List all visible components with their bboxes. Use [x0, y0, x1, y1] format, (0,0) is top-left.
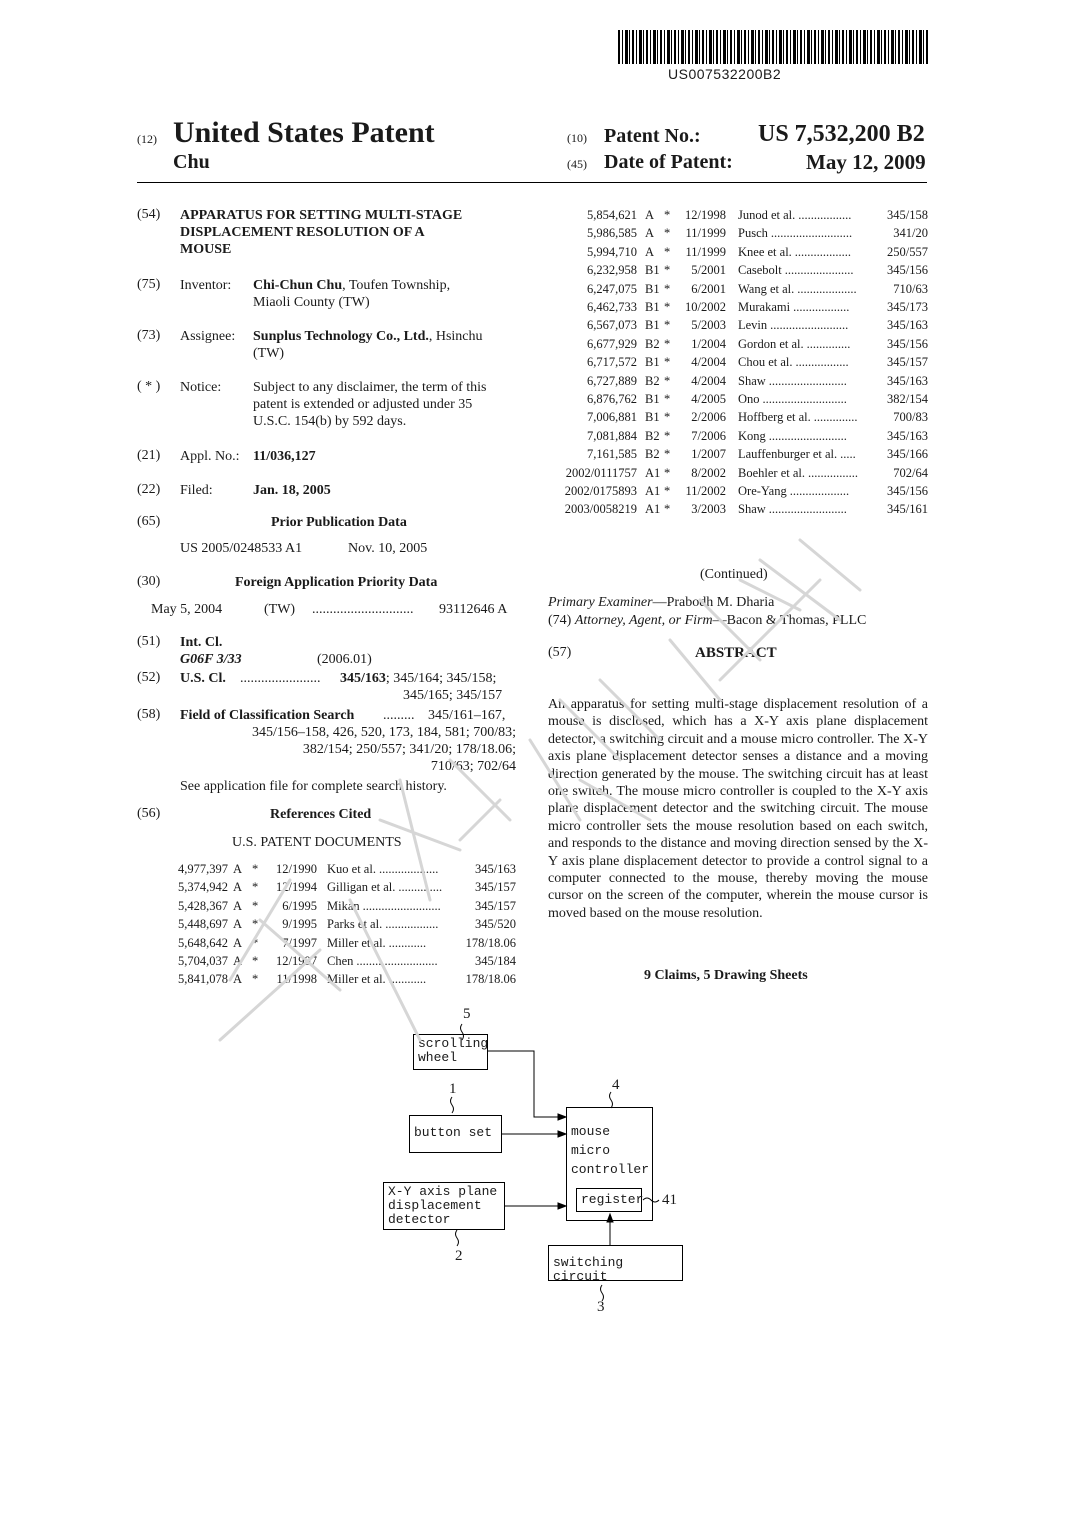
ref-number: 6,247,075: [587, 281, 637, 296]
ref-star: *: [252, 862, 259, 876]
ref-number: 7,161,585: [587, 447, 637, 462]
ref-kind: A: [645, 226, 655, 241]
box-label: controller: [571, 1162, 650, 1177]
ref-number: 7,081,884: [587, 428, 637, 443]
ref-date: 12/1990: [276, 862, 317, 876]
ref-kind: A: [645, 244, 655, 259]
field-line: 345/156–158, 426, 520, 173, 184, 581; 700/83;: [251, 725, 516, 740]
ref-class: 341/20: [893, 226, 928, 241]
xy-detector-number: 2: [455, 1248, 463, 1264]
ref-number: 5,704,037: [178, 954, 228, 968]
ref-name: Kuo et al.: [327, 862, 376, 876]
ref-dots: ..............: [813, 410, 858, 425]
ref-dots: .........................: [768, 502, 847, 517]
patent-no-label: Patent No.:: [604, 125, 701, 147]
examiner-name: —Prabodh M. Dharia: [652, 595, 775, 610]
ref-number: 7,006,881: [587, 410, 637, 425]
field-label: Field of Classification Search: [180, 708, 355, 723]
ref-kind: A1: [645, 502, 661, 517]
ref-name: Gordon et al.: [738, 336, 804, 351]
ref-kind: A: [233, 954, 243, 968]
ref-number: 6,717,572: [587, 355, 637, 370]
field-code: (58): [137, 707, 161, 722]
attorney-label: Attorney, Agent, or Firm: [574, 613, 713, 628]
ref-date: 1/2004: [691, 336, 726, 351]
box-label: wheel: [418, 1050, 458, 1065]
ref-class: 345/520: [475, 917, 516, 932]
arrow-button: [558, 1131, 566, 1137]
ref-star: *: [252, 917, 259, 932]
inventor-name: Chi-Chun Chu: [253, 278, 343, 293]
patent-date: May 12, 2009: [806, 150, 926, 174]
ref-class: 178/18.06: [465, 935, 516, 950]
ref-class: 700/83: [893, 410, 928, 425]
ref-star: *: [664, 244, 671, 259]
code-10: (10): [567, 131, 587, 145]
assignee-code: (73): [137, 328, 161, 343]
register-box: [576, 1188, 642, 1212]
ref-name: Kong: [738, 428, 766, 443]
field-first: 345/161–167,: [428, 708, 506, 723]
ref-star: *: [664, 263, 671, 278]
arrow-scroll: [558, 1114, 566, 1120]
ref-star: *: [664, 281, 671, 296]
ref-kind: A: [233, 880, 243, 895]
ref-star: *: [664, 428, 671, 443]
ref-kind: B1: [645, 410, 660, 425]
ref-class: 345/157: [475, 880, 516, 895]
ref-dots: ...................: [797, 281, 857, 296]
scrolling-wheel-box: [413, 1034, 488, 1070]
prior-code: (65): [137, 514, 161, 529]
ref-star: *: [252, 898, 259, 913]
switching-circuit-box: [548, 1245, 683, 1284]
uscl-main: 345/163: [340, 671, 386, 686]
intcl-year: (2006.01): [317, 652, 372, 667]
ref-kind: B2: [645, 428, 660, 443]
filed-label: Filed:: [180, 483, 213, 498]
ref-date: 6/1995: [282, 898, 317, 913]
notice-code: ( * ): [137, 379, 161, 394]
uscl-label: U.S. Cl.: [180, 671, 226, 686]
ref-star: *: [664, 410, 671, 425]
ref-kind: B2: [645, 447, 660, 462]
ref-number: 6,677,929: [587, 336, 637, 351]
ref-dots: ..................: [793, 300, 850, 314]
ref-star: *: [664, 502, 671, 517]
foreign-number: 93112646 A: [439, 602, 508, 617]
ref-date: 7/1997: [282, 935, 317, 950]
ref-date: 3/2003: [691, 502, 726, 517]
claims-summary: 9 Claims, 5 Drawing Sheets: [644, 968, 808, 983]
barcode-number: US007532200B2: [668, 66, 782, 82]
notice-line: patent is extended or adjusted under 35: [253, 397, 473, 412]
ref-date: 4/2004: [691, 373, 726, 388]
ref-star: *: [664, 447, 671, 462]
ref-name: Parks et al.: [327, 917, 383, 932]
ref-date: 4/2004: [691, 355, 726, 370]
leader-2: [456, 1230, 459, 1246]
ref-name: Knee et al.: [738, 244, 792, 259]
ref-date: 12/1997: [276, 954, 317, 968]
ref-number: 2002/0111757: [565, 465, 637, 480]
ref-star: *: [664, 336, 671, 351]
ref-star: *: [252, 954, 259, 968]
box-label: button set: [414, 1125, 493, 1140]
ref-class: 345/163: [887, 428, 928, 443]
attorney-code: (74): [548, 613, 572, 628]
ref-dots: .....: [840, 447, 856, 462]
ref-date: 8/2002: [691, 465, 726, 480]
ref-number: 5,994,710: [587, 244, 637, 259]
scroll-wheel-number: 5: [463, 1006, 471, 1022]
line-scroll-to-mcu: [488, 1051, 566, 1117]
notice-line: Subject to any disclaimer, the term of this: [253, 380, 487, 395]
ref-dots: ............: [388, 935, 427, 950]
ref-kind: B1: [645, 392, 660, 406]
code-12: (12): [137, 132, 157, 146]
ref-date: 2/2006: [691, 410, 726, 425]
ref-name: Pusch: [738, 226, 768, 241]
ref-dots: ..................: [794, 244, 852, 259]
prior-publication: US 2005/0248533 A1: [180, 541, 303, 556]
uscl-dots: .......................: [240, 671, 321, 686]
field-see: See application file for complete search history.: [180, 779, 447, 794]
ref-date: 12/1998: [685, 208, 726, 222]
ref-name: Junod et al.: [738, 208, 796, 222]
leader-4: [610, 1092, 613, 1108]
ref-date: 11/2002: [685, 484, 726, 498]
xy-detector-box: [383, 1182, 505, 1230]
box-label: X-Y axis plane: [388, 1184, 498, 1199]
register-number: 41: [662, 1192, 677, 1208]
ref-class: 345/157: [887, 355, 928, 370]
switching-circuit-number: 3: [597, 1299, 605, 1315]
ref-name: Miller et al.: [327, 972, 386, 987]
ref-kind: B2: [645, 336, 660, 351]
ref-class: 345/157: [475, 898, 516, 913]
ref-dots: .........................: [768, 428, 847, 443]
ref-name: Levin: [738, 318, 768, 333]
ref-star: *: [252, 935, 259, 950]
ref-dots: ...................: [789, 484, 850, 498]
inventor-code: (75): [137, 277, 161, 292]
ref-class: 178/18.06: [465, 972, 516, 987]
filed-code: (22): [137, 482, 161, 497]
refs-subheading: U.S. PATENT DOCUMENTS: [232, 835, 402, 850]
ref-date: 5/2001: [691, 263, 726, 278]
field-line: 710/63; 702/64: [430, 759, 516, 774]
attorney-name: —Bacon & Thomas, PLLC: [712, 613, 867, 628]
ref-kind: A: [233, 935, 243, 950]
box-label: switching circuit: [553, 1255, 624, 1284]
ref-number: 6,567,073: [587, 318, 637, 333]
ref-class: 345/166: [887, 447, 928, 462]
ref-dots: ...................: [378, 862, 439, 876]
ref-name: Wang et al.: [738, 281, 795, 296]
ref-number: 5,986,585: [587, 226, 637, 241]
ref-name: Lauffenburger et al.: [738, 447, 838, 462]
ref-class: 702/64: [893, 465, 928, 480]
ref-class: 345/173: [887, 300, 928, 314]
ref-name: Chou et al.: [738, 355, 793, 370]
examiner-label: Primary Examiner: [548, 595, 653, 610]
ref-name: Gilligan et al.: [327, 880, 396, 895]
ref-class: 710/63: [893, 281, 928, 296]
box-label: detector: [388, 1212, 451, 1227]
ref-star: *: [252, 972, 259, 987]
title-line: MOUSE: [180, 242, 232, 257]
ref-name: Chen: [327, 954, 354, 968]
ref-dots: .................: [798, 208, 852, 222]
abstract-code: (57): [548, 645, 572, 660]
ref-kind: B1: [645, 355, 660, 370]
ref-date: 5/2003: [691, 318, 726, 333]
inventor-label: Inventor:: [180, 278, 232, 293]
button-set-number: 1: [449, 1081, 457, 1097]
ref-dots: .................: [795, 355, 849, 370]
title-line: DISPLACEMENT RESOLUTION OF A: [180, 225, 425, 240]
ref-name: Boehler et al.: [738, 465, 805, 480]
field-line: 382/154; 250/557; 341/20; 178/18.06;: [302, 742, 516, 757]
ref-name: Hoffberg et al.: [738, 410, 811, 425]
continued: (Continued): [700, 567, 768, 582]
box-label: micro: [571, 1143, 611, 1158]
ref-name: Mikan: [327, 898, 360, 913]
uscl-rest: ; 345/164; 345/158;: [385, 671, 497, 686]
ref-name: Casebolt: [738, 263, 782, 278]
ref-class: 345/184: [475, 954, 516, 968]
ref-star: *: [664, 355, 671, 370]
ref-date: 11/1998: [276, 972, 317, 987]
appl-number: 11/036,127: [253, 449, 316, 464]
ref-dots: ..............: [806, 336, 851, 351]
ref-number: 5,448,697: [178, 917, 228, 932]
foreign-date: May 5, 2004: [151, 602, 223, 617]
doc-type: United States Patent: [173, 116, 435, 149]
ref-number: 5,648,642: [178, 935, 228, 950]
prior-heading: Prior Publication Data: [271, 515, 407, 530]
button-set-box: [409, 1115, 502, 1153]
title-code: (54): [137, 207, 161, 222]
ref-dots: .........................: [362, 898, 441, 913]
box-label: register: [581, 1192, 644, 1207]
ref-number: 6,462,733: [587, 300, 637, 314]
appl-code: (21): [137, 448, 161, 463]
ref-number: 6,727,889: [587, 373, 637, 388]
field-dots: .........: [383, 708, 415, 723]
ref-kind: B1: [645, 263, 660, 278]
inventor-location: Miaoli County (TW): [253, 295, 370, 310]
ref-kind: A: [233, 917, 243, 932]
ref-star: *: [664, 208, 671, 222]
ref-class: 345/158: [887, 208, 928, 222]
uscl-code: (52): [137, 670, 161, 685]
ref-class: 345/163: [475, 862, 516, 876]
inventor-surname: Chu: [173, 151, 210, 173]
ref-number: 4,977,397: [178, 862, 228, 876]
uscl-rest-2: 345/165; 345/157: [403, 688, 503, 703]
box-label: mouse: [571, 1124, 611, 1139]
patent-number: US 7,532,200 B2: [758, 121, 925, 147]
ref-date: 4/2005: [691, 392, 726, 406]
ref-star: *: [664, 373, 671, 388]
intcl-code: (51): [137, 634, 161, 649]
ref-kind: A: [233, 972, 243, 987]
refs-heading: References Cited: [270, 807, 372, 822]
ref-dots: ................: [808, 465, 858, 480]
ref-star: *: [252, 880, 259, 895]
ref-name: Shaw: [738, 373, 766, 388]
ref-dots: .................: [385, 917, 439, 932]
arrow-xy: [558, 1203, 566, 1209]
ref-class: 345/163: [887, 318, 928, 333]
ref-dots: ..........................: [356, 954, 438, 968]
ref-class: 345/161: [887, 502, 928, 517]
ref-kind: A1: [645, 465, 661, 480]
assignee-location: (TW): [253, 346, 285, 361]
foreign-heading: Foreign Application Priority Data: [235, 575, 438, 590]
ref-date: 6/2001: [691, 281, 726, 296]
ref-kind: A: [233, 898, 243, 913]
ref-date: 11/1999: [685, 244, 726, 259]
ref-star: *: [664, 484, 671, 498]
ref-dots: ............: [388, 972, 427, 987]
abstract-text: An apparatus for setting multi-stage displacement resolution of a mouse is disclosed, which has a X-Y axis plane displacement detector, a switching circuit and a mouse micro controller. The X-Y axis plane displacement detector senses a distance and a moving direction generated by the mouse. The switching circuit has at least one switch. The mouse micro controller is coupled to the X-Y axis plane displacement detector and the switching circuit. The mouse micro controller sets the mouse resolution based on each switch, and responds to the distance and moving direction sensed by the X-Y axis plane displacement detector to provide a control signal to a computer connected to the mouse, thereby moving the mouse cursor on the screen of the computer, wherein the mouse cursor is moved based on the mouse resolution.: [548, 697, 928, 921]
ref-name: Ore-Yang: [738, 484, 787, 498]
ref-class: 382/154: [887, 392, 928, 406]
ref-date: 7/2006: [691, 428, 726, 443]
abstract-heading: ABSTRACT: [695, 645, 777, 661]
ref-name: Murakami: [738, 300, 791, 314]
ref-date: 11/1999: [685, 226, 726, 241]
ref-number: 2002/0175893: [564, 484, 637, 498]
ref-date: 12/1994: [276, 880, 317, 895]
ref-kind: B1: [645, 281, 660, 296]
notice-label: Notice:: [180, 380, 222, 395]
ref-dots: .........................: [770, 318, 849, 333]
prior-date: Nov. 10, 2005: [348, 541, 428, 556]
foreign-code: (30): [137, 574, 161, 589]
appl-label: Appl. No.:: [180, 449, 240, 464]
ref-kind: A: [645, 208, 655, 222]
ref-name: Ono: [738, 392, 760, 406]
assignee-name: Sunplus Technology Co., Ltd.: [253, 329, 429, 344]
ref-class: 345/163: [887, 373, 928, 388]
ref-star: *: [664, 465, 671, 480]
ref-dots: ..............: [398, 880, 443, 895]
ref-star: *: [664, 392, 671, 406]
ref-name: Shaw: [738, 502, 766, 517]
ref-number: 5,841,078: [178, 972, 228, 987]
ref-kind: B2: [645, 373, 660, 388]
box-label: scrolling: [418, 1036, 489, 1051]
ref-star: *: [664, 318, 671, 333]
ref-class: 345/156: [887, 336, 928, 351]
foreign-dots: .............................: [312, 602, 414, 617]
notice-line: U.S.C. 154(b) by 592 days.: [253, 414, 407, 429]
ref-kind: B1: [645, 300, 660, 314]
ref-number: 6,876,762: [587, 392, 637, 406]
ref-star: *: [664, 300, 671, 314]
foreign-country: (TW): [264, 602, 296, 617]
ref-kind: A1: [645, 484, 661, 498]
box-label: displacement: [388, 1198, 482, 1213]
ref-date: 9/1995: [282, 917, 317, 932]
ref-class: 345/156: [887, 263, 928, 278]
ref-dots: ..........................: [770, 226, 853, 241]
filed-date: Jan. 18, 2005: [253, 483, 331, 498]
ref-number: 5,854,621: [587, 208, 637, 222]
ref-dots: ...........................: [762, 392, 847, 406]
inventor-location: , Toufen Township,: [342, 278, 451, 293]
ref-date: 10/2002: [685, 300, 726, 314]
ref-number: 5,428,367: [178, 898, 228, 913]
code-45: (45): [567, 157, 587, 171]
intcl-label: Int. Cl.: [180, 635, 223, 650]
ref-number: 2003/0058219: [564, 502, 637, 517]
ref-kind: A: [233, 862, 243, 876]
ref-dots: ......................: [784, 263, 854, 278]
ref-name: Miller et al.: [327, 935, 386, 950]
ref-star: *: [664, 226, 671, 241]
assignee-location: , Hsinchu: [428, 329, 483, 344]
mcu-number: 4: [612, 1077, 620, 1093]
ref-date: 1/2007: [691, 447, 726, 462]
assignee-label: Assignee:: [180, 329, 236, 344]
ref-kind: B1: [645, 318, 660, 333]
ref-class: 345/156: [887, 484, 928, 498]
ref-class: 250/557: [887, 244, 928, 259]
leader-1: [451, 1097, 454, 1113]
title-line: APPARATUS FOR SETTING MULTI-STAGE: [180, 208, 463, 223]
refs-code: (56): [137, 806, 161, 821]
date-label: Date of Patent:: [604, 151, 733, 173]
ref-dots: .........................: [768, 373, 847, 388]
ref-number: 5,374,942: [178, 880, 228, 895]
intcl-class: G06F 3/33: [180, 652, 242, 667]
ref-number: 6,232,958: [587, 263, 637, 278]
